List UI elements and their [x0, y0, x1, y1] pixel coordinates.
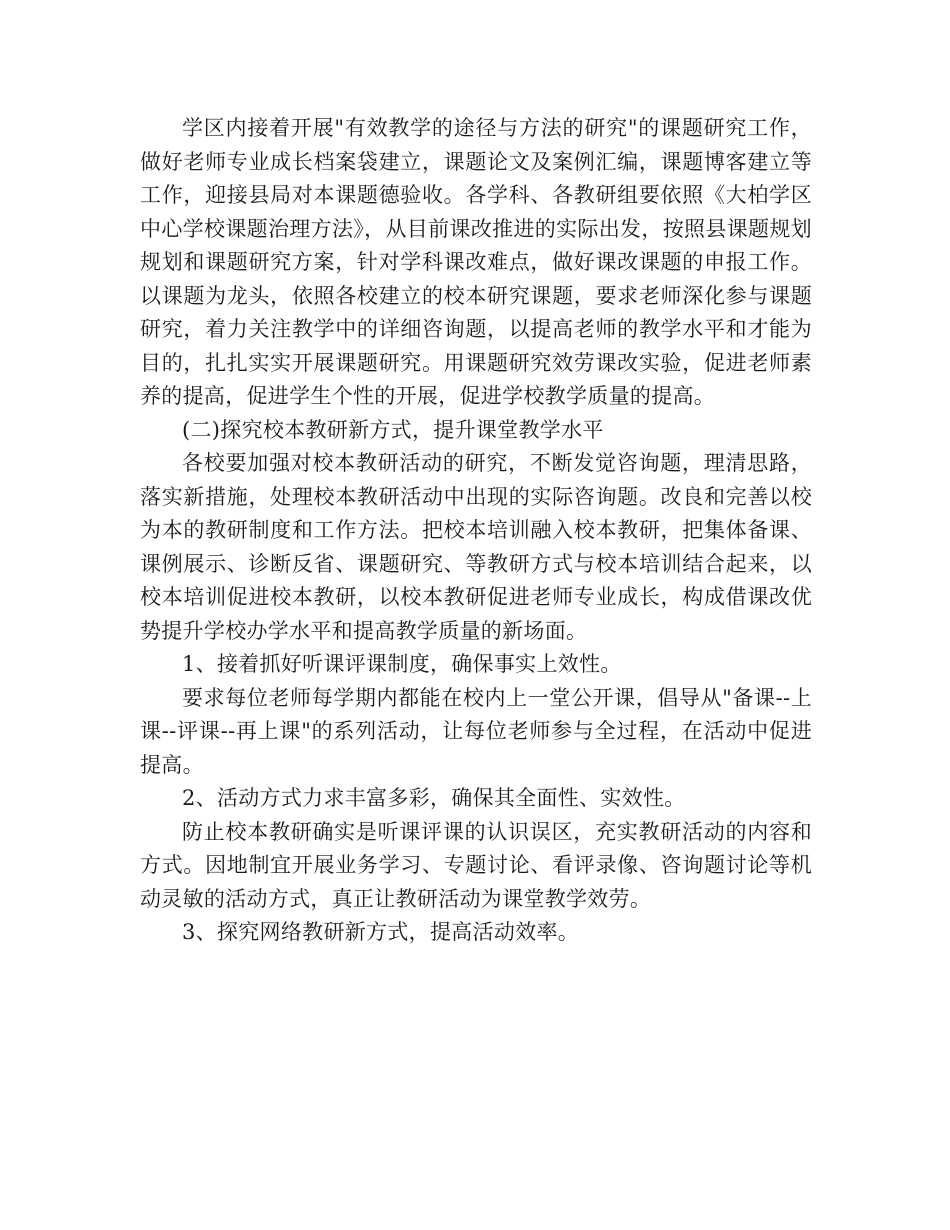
section-heading-two: (二)探究校本教研新方式，提升课堂教学水平 [182, 417, 604, 442]
item-heading-2: 2、活动方式力求丰富多彩，确保其全面性、实效性。 [182, 786, 686, 810]
paragraph-school-research: 各校要加强对校本教研活动的研究，不断发觉咨询题，理清思路，落实新措施，处理校本教研活动中出现的实际咨询题。改良和完善以校为本的教研制度和工作方法。把校本培训融入校本教研，把集体备课、课例展示、诊断反省、课题研究、等教研方式与校本培训结合起来，以校本培训促进校本教研，以校本教研促进老师专业成长，构成借课改优势提升学校办学水平和提高教学质量的新场面。 [140, 451, 812, 643]
item-heading-1: 1、接着抓好听课评课制度，确保事实上效性。 [182, 652, 622, 676]
paragraph-open-class: 要求每位老师每学期内都能在校内上一堂公开课，倡导从"备课--上课--评课--再上课"的系列活动，让每位老师参与全过程，在活动中促进提高。 [140, 685, 812, 777]
paragraph-activity-forms: 防止校本教研确实是听课评课的认识误区，充实教研活动的内容和方式。因地制宜开展业务学习、专题讨论、看评录像、咨询题讨论等机动灵敏的活动方式，真正让教研活动为课堂教学效劳。 [140, 819, 812, 911]
paragraph-research-topics: 学区内接着开展"有效教学的途径与方法的研究"的课题研究工作，做好老师专业成长档案袋建立，课题论文及案例汇编，课题博客建立等工作，迎接县局对本课题德验收。各学科、各教研组要依照《大柏学区中心学校课题治理方法》，从目前课改推进的实际出发，按照县课题规划规划和课题研究方案，针对学科课改难点，做好课改课题的申报工作。以课题为龙头，依照各校建立的校本研究课题，要求老师深化参与课题研究，着力关注教学中的详细咨询题，以提高老师的教学水平和才能为目的，扎扎实实开展课题研究。用课题研究效劳课改实验，促进老师素养的提高，促进学生个性的开展，促进学校教学质量的提高。 [140, 116, 812, 408]
item-heading-3: 3、探究网络教研新方式，提高活动效率。 [182, 920, 580, 944]
document-body [140, 112, 812, 950]
